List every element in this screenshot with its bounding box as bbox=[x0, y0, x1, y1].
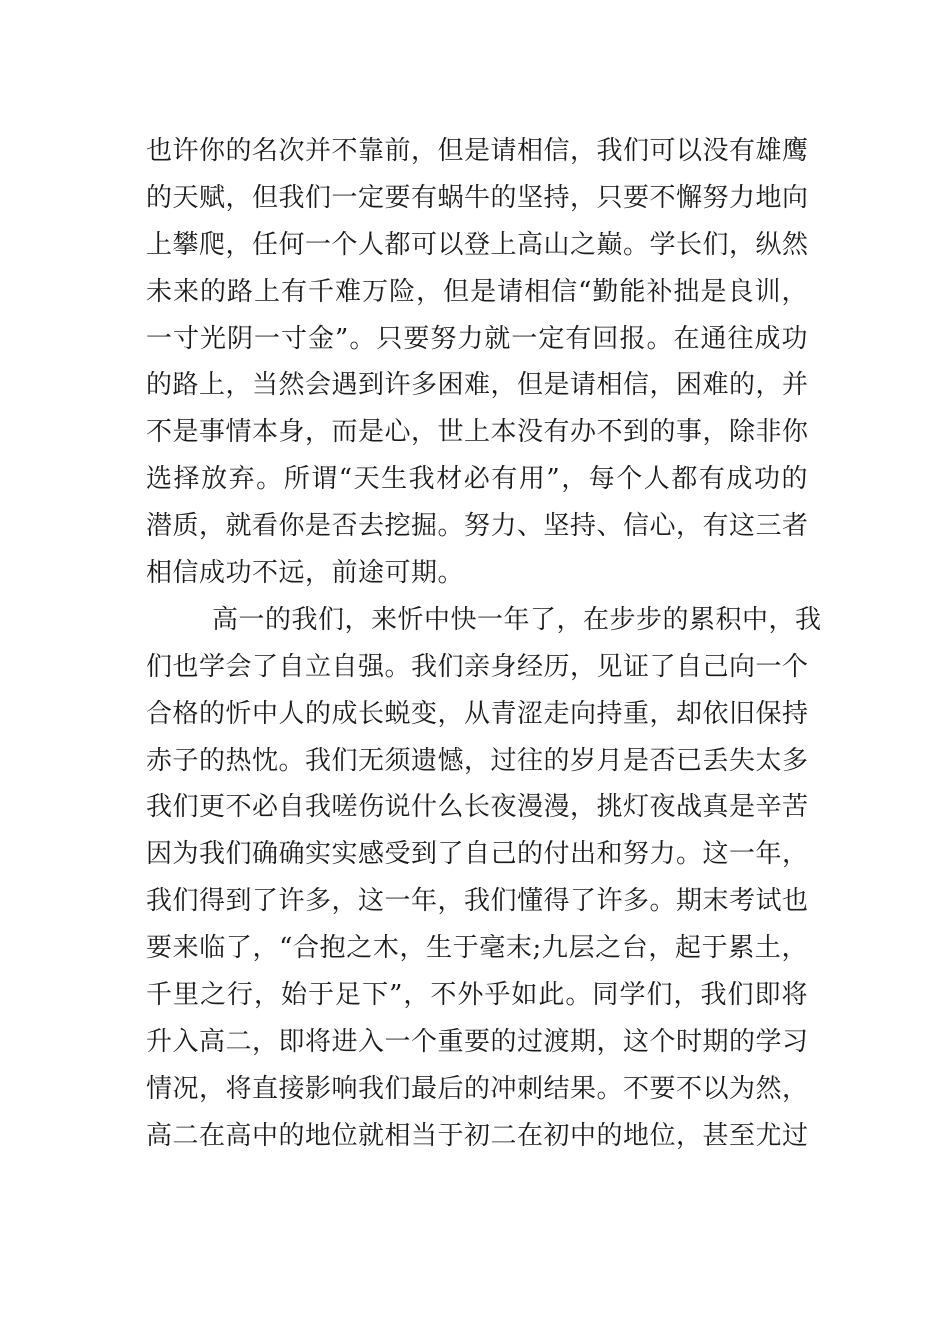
text-line: 上攀爬，任何一个人都可以登上高山之巅。学长们，纵然 bbox=[146, 229, 809, 260]
text-line: 一寸光阴一寸金”。只要努力就一定有回报。在通往成功 bbox=[146, 323, 808, 354]
text-line: 合格的忻中人的成长蜕变，从青涩走向持重，却依旧保持 bbox=[146, 698, 809, 729]
text-line: 相信成功不远，前途可期。 bbox=[146, 558, 465, 589]
text-line: 升入高二，即将进入一个重要的过渡期，这个时期的学习 bbox=[146, 1026, 809, 1057]
text-line: 的路上，当然会遇到许多困难，但是请相信，困难的，并 bbox=[146, 370, 809, 401]
text-line: 我们更不必自我嗟伤说什么长夜漫漫，挑灯夜战真是辛苦 bbox=[146, 792, 809, 823]
text-line: 不是事情本身，而是心，世上本没有办不到的事，除非你 bbox=[146, 417, 809, 448]
text-line: 要来临了，“合抱之木，生于毫末;九层之台，起于累土， bbox=[146, 933, 808, 964]
text-line: 未来的路上有千难万险，但是请相信“勤能补拙是良训， bbox=[146, 276, 808, 307]
text-line: 情况，将直接影响我们最后的冲刺结果。不要不以为然， bbox=[146, 1073, 809, 1104]
text-line: 选择放弃。所谓“天生我材必有用”，每个人都有成功的 bbox=[146, 464, 808, 495]
paragraph-2 bbox=[146, 597, 822, 1160]
text-line: 高一的我们，来忻中快一年了，在步步的累积中，我 bbox=[212, 604, 822, 635]
text-line: 的天赋，但我们一定要有蜗牛的坚持，只要不懈努力地向 bbox=[146, 182, 809, 213]
text-line: 潜质，就看你是否去挖掘。努力、坚持、信心，有这三者 bbox=[146, 511, 809, 542]
text-line: 因为我们确确实实感受到了自己的付出和努力。这一年， bbox=[146, 839, 809, 870]
text-line: 赤子的热忱。我们无须遗憾，过往的岁月是否已丢失太多 bbox=[146, 745, 809, 776]
text-line: 我们得到了许多，这一年，我们懂得了许多。期末考试也 bbox=[146, 886, 809, 917]
text-line: 也许你的名次并不靠前，但是请相信，我们可以没有雄鹰 bbox=[146, 136, 809, 166]
body-text bbox=[146, 128, 822, 1160]
text-line: 高二在高中的地位就相当于初二在初中的地位，甚至尤过 bbox=[146, 1120, 809, 1151]
text-line: 千里之行，始于足下”，不外乎如此。同学们，我们即将 bbox=[146, 980, 808, 1011]
paragraph-1 bbox=[146, 128, 808, 597]
text-line: 们也学会了自立自强。我们亲身经历，见证了自己向一个 bbox=[146, 651, 809, 682]
